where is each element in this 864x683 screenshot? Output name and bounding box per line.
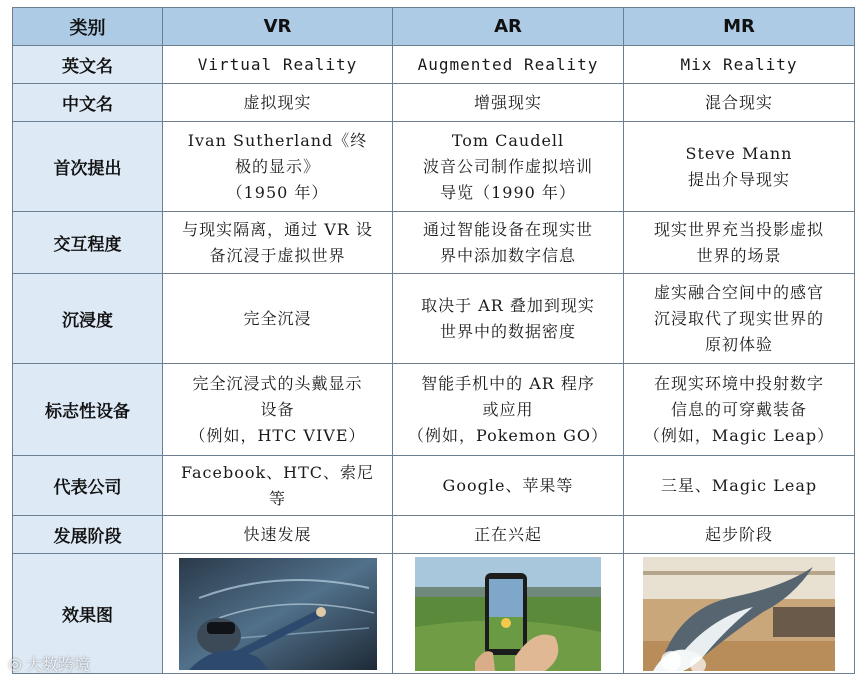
cell-line: Steve Mann	[685, 143, 793, 163]
header-row	[13, 8, 855, 46]
cell-line: 沉浸取代了现实世界的	[653, 308, 824, 328]
table-row-effect-images	[13, 554, 855, 674]
cell-mr	[624, 274, 855, 364]
cell-vr	[163, 46, 393, 84]
comparison-table	[12, 7, 855, 674]
cell-line: 或应用	[482, 399, 534, 419]
cell-vr	[163, 516, 393, 554]
cell-line: （例如，HTC VIVE）	[189, 425, 366, 445]
row-label: 发展阶段	[13, 516, 163, 554]
cell-line: Augmented Reality	[417, 54, 599, 74]
cell-mr	[624, 46, 855, 84]
row-label: 英文名	[13, 46, 163, 84]
cell-line: Tom Caudell	[451, 130, 565, 150]
watermark-logo-icon: ◎	[8, 654, 22, 673]
row-label: 效果图	[13, 554, 163, 674]
cell-line: 世界的场景	[696, 245, 782, 265]
cell-line: （例如，Magic Leap）	[643, 425, 835, 445]
cell-line: 现实世界充当投影虚拟	[653, 219, 824, 239]
cell-line: 与现实隔离，通过 VR 设	[182, 219, 373, 239]
cell-ar	[393, 516, 624, 554]
cell-ar	[393, 122, 624, 212]
cell-line: 世界中的数据密度	[439, 321, 576, 341]
cell-line: 等	[268, 488, 286, 508]
cell-line: Ivan Sutherland《终	[187, 130, 368, 150]
table-row-first-proposed	[13, 122, 855, 212]
cell-line: Virtual Reality	[197, 54, 358, 74]
row-label: 中文名	[13, 84, 163, 122]
cell-ar	[393, 46, 624, 84]
cell-line: 增强现实	[473, 92, 542, 112]
watermark	[8, 652, 90, 675]
table-row-companies	[13, 456, 855, 516]
row-label: 沉浸度	[13, 274, 163, 364]
cell-line: 通过智能设备在现实世	[422, 219, 593, 239]
cell-vr	[163, 554, 393, 674]
cell-line: 原初体验	[704, 334, 773, 354]
cell-line: 起步阶段	[704, 524, 773, 544]
cell-line: 界中添加数字信息	[439, 245, 576, 265]
cell-line: 完全沉浸	[243, 308, 312, 328]
header-category: 类别	[13, 8, 163, 46]
cell-line: 导览（1990 年）	[440, 182, 576, 202]
cell-line: 取决于 AR 叠加到现实	[421, 295, 595, 315]
mr-effect-image	[643, 557, 835, 671]
row-label: 代表公司	[13, 456, 163, 516]
cell-line: Facebook、HTC、索尼	[180, 462, 375, 482]
vr-effect-image	[179, 558, 377, 670]
cell-mr	[624, 456, 855, 516]
cell-vr	[163, 364, 393, 456]
table-row-device	[13, 364, 855, 456]
ar-effect-image	[415, 557, 601, 671]
cell-ar	[393, 364, 624, 456]
cell-line: 正在兴起	[473, 524, 542, 544]
cell-line: 混合现实	[704, 92, 773, 112]
table-row-chinese-name	[13, 84, 855, 122]
watermark-text: 大数跨境	[25, 655, 90, 674]
cell-mr	[624, 554, 855, 674]
row-label: 首次提出	[13, 122, 163, 212]
header-vr: VR	[163, 8, 393, 46]
row-label: 交互程度	[13, 212, 163, 274]
cell-line: 虚实融合空间中的感官	[653, 282, 824, 302]
cell-vr	[163, 274, 393, 364]
cell-vr	[163, 456, 393, 516]
cell-line: 设备	[260, 399, 295, 419]
cell-line: Mix Reality	[680, 54, 798, 74]
cell-line: 信息的可穿戴装备	[670, 399, 807, 419]
header-mr: MR	[624, 8, 855, 46]
cell-ar	[393, 84, 624, 122]
cell-line: （例如，Pokemon GO）	[407, 425, 608, 445]
cell-line: 在现实环境中投射数字	[653, 373, 824, 393]
table-row-stage	[13, 516, 855, 554]
cell-line: 备沉浸于虚拟世界	[209, 245, 346, 265]
cell-line: 智能手机中的 AR 程序	[421, 373, 595, 393]
cell-mr	[624, 516, 855, 554]
cell-ar	[393, 456, 624, 516]
cell-ar	[393, 274, 624, 364]
cell-mr	[624, 84, 855, 122]
table-row-interaction	[13, 212, 855, 274]
header-ar: AR	[393, 8, 624, 46]
cell-mr	[624, 122, 855, 212]
cell-line: （1950 年）	[226, 182, 329, 202]
cell-line: 虚拟现实	[243, 92, 312, 112]
cell-vr	[163, 84, 393, 122]
cell-mr	[624, 364, 855, 456]
cell-line: 极的显示》	[234, 156, 320, 176]
cell-vr	[163, 122, 393, 212]
cell-line: 三星、Magic Leap	[660, 475, 818, 495]
cell-ar	[393, 554, 624, 674]
cell-line: Google、苹果等	[442, 475, 574, 495]
row-label: 标志性设备	[13, 364, 163, 456]
table-row-immersion	[13, 274, 855, 364]
cell-line: 完全沉浸式的头戴显示	[192, 373, 363, 393]
cell-vr	[163, 212, 393, 274]
cell-line: 波音公司制作虚拟培训	[422, 156, 593, 176]
cell-mr	[624, 212, 855, 274]
cell-line: 快速发展	[243, 524, 312, 544]
cell-ar	[393, 212, 624, 274]
cell-line: 提出介导现实	[687, 169, 790, 189]
table-row-english-name	[13, 46, 855, 84]
